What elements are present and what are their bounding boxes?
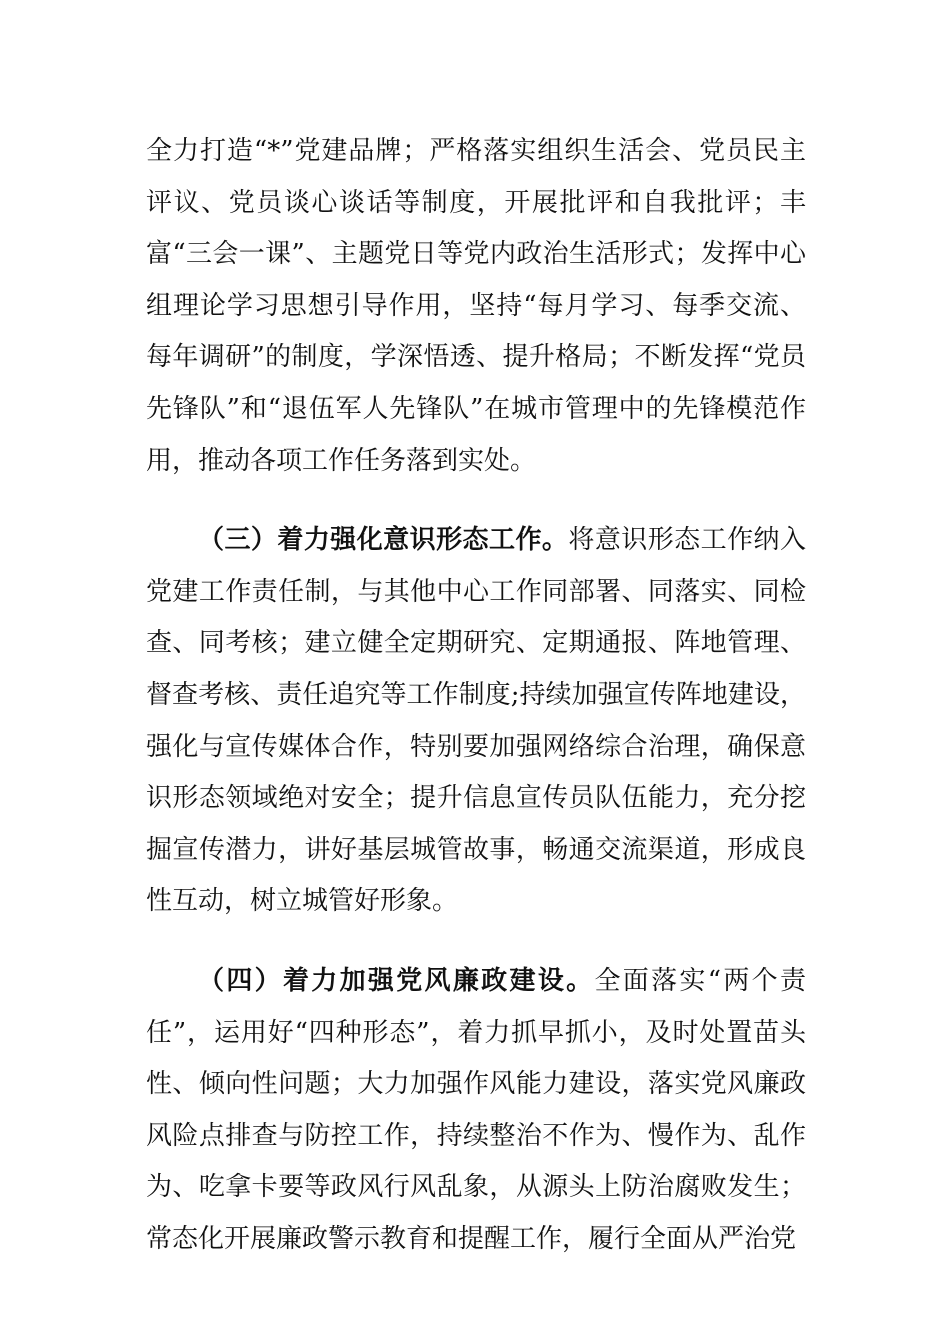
paragraph-body: 全力打造“*”党建品牌；严格落实组织生活会、党员民主评议、党员谈心谈话等制度，开展批评和自我批评；丰富“三会一课”、主题党日等党内政治生活形式；发挥中心组理论学习思想引导作用，坚持“每月学习、每季交流、每年调研”的制度，学深悟透、提升格局；不断发挥“党员先锋队”和“退伍军人先锋队”在城市管理中的先锋模范作用，推动各项工作任务落到实处。 (146, 136, 806, 476)
paragraph-body: 全面落实“两个责任”，运用好“四种形态”，着力抓早抓小，及时处置苗头性、倾向性问题；大力加强作风能力建设，落实党风廉政风险点排查与防控工作，持续整治不作为、慢作为、乱作为、吃拿卡要等政风行风乱象，从源头上防治腐败发生；常态化开展廉政警示教育和提醒工作，履行全面从严治党 (146, 965, 806, 1254)
document-body (146, 126, 806, 1265)
paragraph-ideology-work (146, 515, 806, 928)
paragraph-clean-government (146, 956, 806, 1266)
section-heading: （四）着力加强党风廉政建设。 (198, 965, 595, 996)
section-heading: （三）着力强化意识形态工作。 (198, 525, 569, 556)
paragraph-party-brand (146, 126, 806, 487)
paragraph-body: 将意识形态工作纳入党建工作责任制，与其他中心工作同部署、同落实、同检查、同考核；建立健全定期研究、定期通报、阵地管理、督查考核、责任追究等工作制度;持续加强宣传阵地建设，强化与宣传媒体合作，特别要加强网络综合治理，确保意识形态领域绝对安全；提升信息宣传员队伍能力，充分挖掘宣传潜力，讲好基层城管故事，畅通交流渠道，形成良性互动，树立城管好形象。 (146, 525, 806, 917)
